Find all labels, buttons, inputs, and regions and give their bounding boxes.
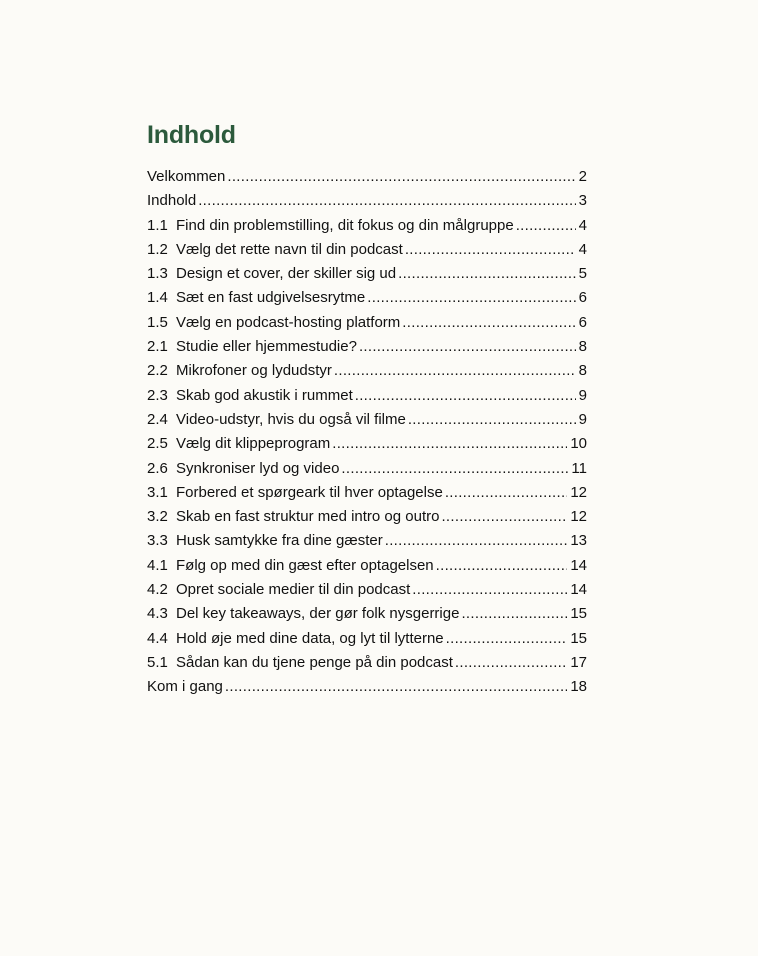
toc-dot-leader <box>405 238 576 262</box>
toc-entry-page: 13 <box>570 532 587 550</box>
toc-dot-leader <box>408 408 576 432</box>
toc-entry-page: 18 <box>570 678 587 696</box>
toc-dot-leader <box>385 529 568 553</box>
toc-entry-label: Mikrofoner og lydudstyr <box>176 362 332 380</box>
toc-dot-leader <box>446 627 568 651</box>
toc-entry[interactable] <box>147 602 587 626</box>
toc-entry-label: Studie eller hjemmestudie? <box>176 338 357 356</box>
toc-entry-label: Vælg dit klippeprogram <box>176 435 331 453</box>
toc-entry-label: Find din problemstilling, dit fokus og din målgruppe <box>176 216 514 234</box>
toc-entry-page: 12 <box>570 508 587 526</box>
toc-dot-leader <box>227 165 575 189</box>
toc-entry-number: 2.6 <box>147 459 168 477</box>
toc-entry-number: 4.3 <box>147 605 168 623</box>
toc-entry-label: Indhold <box>147 192 197 210</box>
toc-entry-label: Forbered et spørgeark til hver optagelse <box>176 483 443 501</box>
toc-entry-page: 11 <box>571 459 587 477</box>
toc-entry[interactable] <box>147 189 587 213</box>
toc-dot-leader <box>398 262 576 286</box>
toc-entry[interactable] <box>147 554 587 578</box>
toc-entry-page: 8 <box>578 362 587 380</box>
toc-entry-page: 17 <box>570 653 587 671</box>
toc-entry[interactable] <box>147 481 587 505</box>
toc-entry-number: 1.2 <box>147 240 168 258</box>
toc-entry-number: 3.1 <box>147 483 168 501</box>
toc-entry-page: 4 <box>578 216 587 234</box>
toc-entry-label: Velkommen <box>147 168 226 185</box>
toc-entry-label: Skab en fast struktur med intro og outro <box>176 508 440 526</box>
toc-entry[interactable] <box>147 675 587 699</box>
toc-entry-number: 5.1 <box>147 653 168 671</box>
toc-entry-label: Følg op med din gæst efter optagelsen <box>176 556 434 574</box>
toc-dot-leader <box>359 335 576 359</box>
toc-entry-number: 2.3 <box>147 386 168 404</box>
toc-entry-number: 1.5 <box>147 313 168 331</box>
toc-entry[interactable] <box>147 651 587 675</box>
toc-entry[interactable] <box>147 311 587 335</box>
toc-entry-page: 15 <box>570 629 587 647</box>
toc-entry[interactable] <box>147 578 587 602</box>
toc-entry-label: Opret sociale medier til din podcast <box>176 581 411 599</box>
toc-entry-label: Husk samtykke fra dine gæster <box>176 532 383 550</box>
toc-entry-number: 2.4 <box>147 410 168 428</box>
toc-entry-page: 5 <box>578 265 587 283</box>
toc-dot-leader <box>412 578 567 602</box>
toc-entry-label: Sæt en fast udgivelsesrytme <box>176 289 366 307</box>
toc-entry-page: 14 <box>570 556 587 574</box>
toc-entry-label: Vælg en podcast-hosting platform <box>176 313 401 331</box>
toc-dot-leader <box>225 675 567 699</box>
toc-entry[interactable] <box>147 529 587 553</box>
table-of-contents <box>147 165 587 700</box>
toc-dot-leader <box>332 432 567 456</box>
toc-dot-leader <box>436 554 568 578</box>
toc-entry-page: 10 <box>570 435 587 453</box>
toc-entry[interactable] <box>147 457 587 481</box>
toc-dot-leader <box>341 457 568 481</box>
toc-entry-page: 6 <box>578 313 587 331</box>
toc-entry-number: 1.3 <box>147 265 168 283</box>
toc-entry[interactable] <box>147 384 587 408</box>
toc-dot-leader <box>445 481 568 505</box>
toc-dot-leader <box>367 286 575 310</box>
toc-entry-page: 9 <box>578 410 587 428</box>
toc-entry[interactable] <box>147 286 587 310</box>
toc-entry[interactable] <box>147 359 587 383</box>
toc-entry-number: 3.3 <box>147 532 168 550</box>
toc-entry-page: 2 <box>578 168 587 185</box>
toc-entry[interactable] <box>147 627 587 651</box>
toc-entry[interactable] <box>147 262 587 286</box>
toc-entry-label: Design et cover, der skiller sig ud <box>176 265 397 283</box>
toc-entry-page: 4 <box>578 240 587 258</box>
toc-entry-number: 2.1 <box>147 338 168 356</box>
toc-entry-label: Synkroniser lyd og video <box>176 459 340 477</box>
toc-entry-label: Del key takeaways, der gør folk nysgerrige <box>176 605 460 623</box>
toc-entry[interactable] <box>147 408 587 432</box>
toc-entry-label: Sådan kan du tjene penge på din podcast <box>176 653 453 671</box>
toc-title: Indhold <box>147 121 236 149</box>
toc-entry-label: Hold øje med dine data, og lyt til lytterne <box>176 629 444 647</box>
toc-entry[interactable] <box>147 214 587 238</box>
toc-entry-number: 1.1 <box>147 216 168 234</box>
toc-entry-label: Video-udstyr, hvis du også vil filme <box>176 410 406 428</box>
toc-entry-number: 2.5 <box>147 435 168 453</box>
toc-entry[interactable] <box>147 432 587 456</box>
toc-entry-page: 3 <box>578 192 587 210</box>
toc-dot-leader <box>355 384 576 408</box>
toc-entry-label: Skab god akustik i rummet <box>176 386 353 404</box>
toc-dot-leader <box>334 359 576 383</box>
toc-entry-page: 9 <box>578 386 587 404</box>
toc-entry-page: 15 <box>570 605 587 623</box>
toc-entry[interactable] <box>147 335 587 359</box>
toc-entry-page: 12 <box>570 483 587 501</box>
toc-entry-number: 4.1 <box>147 556 168 574</box>
toc-entry-number: 1.4 <box>147 289 168 307</box>
toc-entry[interactable] <box>147 238 587 262</box>
toc-entry-number: 2.2 <box>147 362 168 380</box>
toc-entry-label: Kom i gang <box>147 678 223 696</box>
toc-dot-leader <box>461 602 567 626</box>
toc-dot-leader <box>516 214 576 238</box>
toc-entry[interactable] <box>147 165 587 189</box>
toc-entry-number: 4.2 <box>147 581 168 599</box>
toc-entry[interactable] <box>147 505 587 529</box>
toc-entry-page: 14 <box>570 581 587 599</box>
toc-dot-leader <box>198 189 575 213</box>
toc-entry-number: 3.2 <box>147 508 168 526</box>
toc-entry-number: 4.4 <box>147 629 168 647</box>
toc-dot-leader <box>455 651 567 675</box>
toc-entry-page: 6 <box>578 289 587 307</box>
toc-dot-leader <box>402 311 575 335</box>
toc-entry-page: 8 <box>578 338 587 356</box>
toc-dot-leader <box>441 505 567 529</box>
toc-entry-label: Vælg det rette navn til din podcast <box>176 240 403 258</box>
